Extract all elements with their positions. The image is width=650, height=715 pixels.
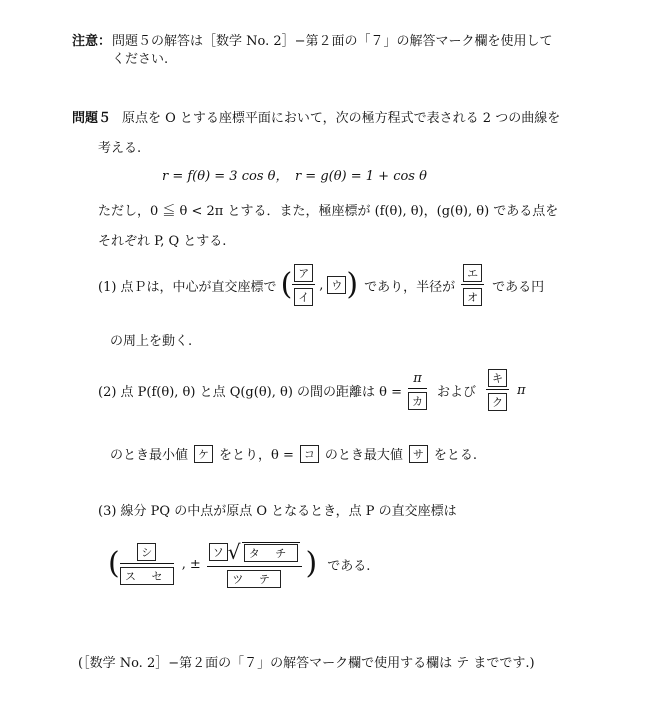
notice-line2: ください. <box>112 52 169 67</box>
q3-post: である. <box>327 558 371 574</box>
q3-text: (3) 線分 PQ の中点が原点 O となるとき，点 P の直交座標は <box>98 504 457 519</box>
pi-numerator: π <box>408 371 427 389</box>
answer-box-a[interactable]: ア <box>294 264 313 282</box>
q3-open-paren: ( <box>108 546 120 581</box>
problem-intro-line2: 考える. <box>98 141 142 156</box>
frac-e-over-o <box>461 264 484 306</box>
q1-line1 <box>98 258 544 312</box>
answer-box-so[interactable]: ソ <box>209 543 228 561</box>
answer-box-ke[interactable]: ケ <box>194 445 213 463</box>
answer-box-ku[interactable]: ク <box>488 393 507 411</box>
frac-shi-over-suse <box>120 543 174 585</box>
q1-comma: , <box>319 277 324 293</box>
answer-box-ka[interactable]: カ <box>408 392 427 410</box>
notice-label: 注意： <box>72 34 112 49</box>
q2-mid: および <box>437 384 477 400</box>
q2-line2-pre: のとき最小値 <box>110 448 189 463</box>
answer-box-o[interactable]: オ <box>463 288 482 306</box>
answer-box-tachi[interactable]: タ チ <box>244 544 298 562</box>
q2-line2-mid1: をとり，θ = <box>219 448 294 463</box>
condition-line2: それぞれ P, Q とする. <box>98 234 227 249</box>
close-paren: ) <box>346 267 359 302</box>
frac-so-sqrt-over-tsute <box>207 540 302 588</box>
footer-note: (［数学 No. 2］−第２面の「７」の解答マーク欄で使用する欄は テ までです.) <box>78 656 535 671</box>
q3-coordinates <box>108 534 370 594</box>
q3-comma: , <box>181 556 186 572</box>
answer-box-sa[interactable]: サ <box>409 445 428 463</box>
condition-line1: ただし，0 ≦ θ < 2π とする．また，極座標が (f(θ), θ)，(g(θ), θ) である点を <box>98 204 559 219</box>
q1-line2: の周上を動く. <box>110 334 193 349</box>
answer-box-tsute[interactable]: ツ テ <box>227 570 281 588</box>
q2-line2-post: をとる. <box>433 448 478 463</box>
q2-pre: (2) 点 P(f(θ), θ) と点 Q(g(θ), θ) の間の距離は θ = <box>98 384 403 400</box>
problem-label: 問題５ <box>72 111 112 126</box>
answer-box-ko[interactable]: コ <box>300 445 319 463</box>
q1-pre: (1) 点Ｐは，中心が直交座標で <box>98 279 277 295</box>
q2-post-pi: π <box>517 382 526 398</box>
answer-box-i[interactable]: イ <box>294 288 313 306</box>
polar-equations: r = f(θ) = 3 cos θ， r = g(θ) = 1 + cos θ <box>162 169 427 184</box>
problem-intro-line1: 原点を O とする座標平面において，次の極方程式で表される 2 つの曲線を <box>122 111 561 126</box>
answer-box-suse[interactable]: ス セ <box>120 567 174 585</box>
open-paren: ( <box>280 267 293 302</box>
sqrt-sign: √ <box>227 540 241 564</box>
answer-box-u[interactable]: ウ <box>327 276 346 294</box>
q2-line2-mid2: のとき最大値 <box>324 448 403 463</box>
q1-post: である円 <box>492 279 545 295</box>
plus-minus-sign: ± <box>189 556 201 572</box>
q1-mid: であり，半径が <box>364 279 456 295</box>
q2-line2 <box>110 444 477 463</box>
answer-box-ki[interactable]: キ <box>488 369 507 387</box>
answer-box-e[interactable]: エ <box>463 264 482 282</box>
frac-ki-over-ku <box>486 369 509 411</box>
frac-pi-over-ka <box>408 371 427 410</box>
answer-box-shi[interactable]: シ <box>137 543 156 561</box>
q2-line1 <box>98 363 526 417</box>
frac-a-over-i <box>292 264 315 306</box>
q3-close-paren: ) <box>305 546 318 581</box>
notice-line1: 問題５の解答は［数学 No. 2］−第２面の「７」の解答マーク欄を使用して <box>112 34 553 49</box>
